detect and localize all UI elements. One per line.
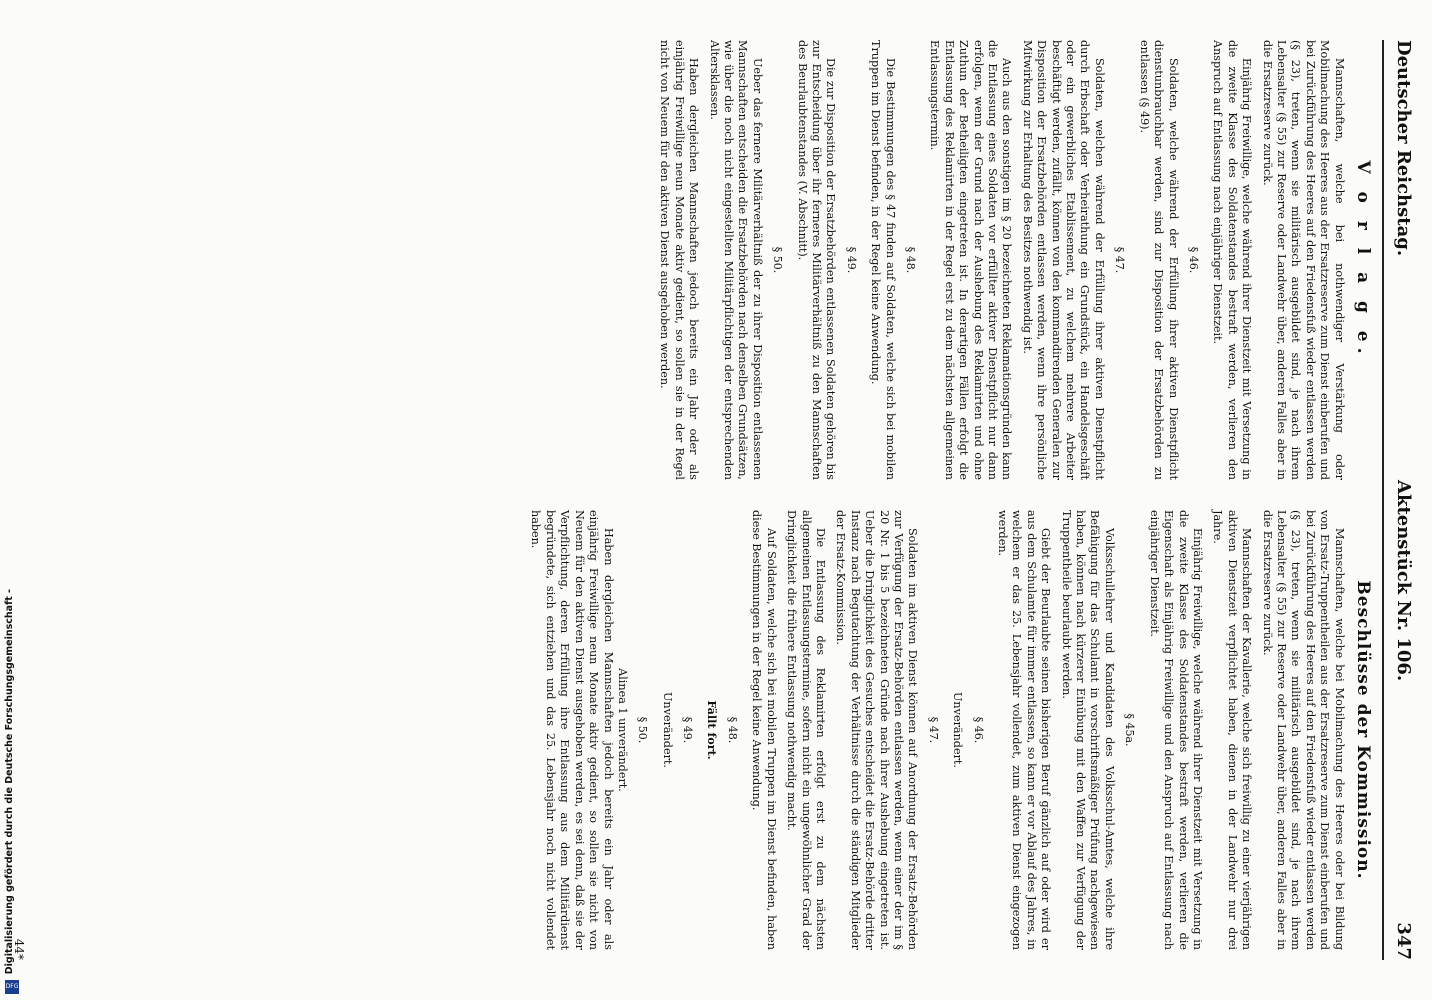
header-document-number: Aktenstück Nr. 106. <box>1393 480 1414 682</box>
paragraph: Auch aus den sonstigen im § 20 bezeichneten Reklamationsgründen kann die Entlassung eines Soldaten vor erfüllter aktiver Dienstpflicht nur dann erfolgen, wenn der Grund nach der Aushebung des Reklamirten und ohne Zuthun der Betheiligten eingetreten ist. In derartigen Fällen erfolgt die Entlassung des Reklamirten in der Regel erst zu dem nächsten allgemeinen Entlassungstermin. <box>928 40 1014 480</box>
section-number: § 46. <box>971 716 985 744</box>
section-number: § 45a. <box>1123 713 1137 747</box>
section-number: § 46. <box>1186 246 1200 274</box>
paragraph: Haben dergleichen Mannschaften jedoch bereits ein Jahr oder als einjährig Freiwillige neun Monate aktiv gedient, so sollen sie nicht von Neuem für den aktiven Dienst ausgehoben werden, es sei denn, daß sie der Verpflichtung, deren Erfüllung ihre Entlassung aus dem Militärdienst begründete, sich entziehen und das 25. Lebensjahr noch nicht vollendet haben. <box>529 510 615 950</box>
section-number: § 48. <box>725 716 739 744</box>
section-note: Unverändert. <box>951 692 965 768</box>
section-number: § 49. <box>681 716 695 744</box>
paragraph: Die zur Disposition der Ersatzbehörden entlassenen Soldaten gehören bis zur Entscheidung über ihr ferneres Militärverhältniß zu den Mannschaften des Beurlaubtenstandes (V. Abschnitt). <box>795 40 838 480</box>
dfg-logo: DFG <box>5 980 19 994</box>
page-header <box>1386 40 1414 960</box>
column-vorlage <box>651 40 1374 480</box>
paragraph: Giebt der Beurlaubte seinen bisherigen Beruf gänzlich auf oder wird er aus dem Schulamte für immer entlassen, so kann er vor Ablauf des Jahres, in welchem er das 25. Lebensjahr vollendet, zum aktiven Dienst eingezogen werden. <box>996 510 1053 950</box>
header-publication: Deutscher Reichstag. <box>1393 40 1414 257</box>
column-title-beschluesse: Beschlüsse der Kommission. <box>1353 580 1373 880</box>
paragraph: Soldaten, welchen während der Erfüllung ihrer aktiven Dienstpflicht durch Erbschaft oder Verheirathung ein Grundstück, ein Handelsgeschäft oder ein gewerbliches Etablissement, zu welchem mehrere Arbeiter beschäftigt werden, zufällt, können von den kommandirenden Generalen zur Disposition der Ersatzbehörden entlassen werden, wenn ihre persönliche Mitwirkung zur Erhaltung des Besitzes nothwendig ist. <box>1020 40 1106 480</box>
paragraph: Volksschullehrer und Kandidaten des Volksschul-Amtes, welche ihre Befähigung für das Schulamt in vorschriftsmäßiger Prüfung nachgewiesen haben, können nach kürzerer Einübung mit den Waffen zur Verfügung der Truppentheile beurlaubt werden. <box>1059 510 1116 950</box>
column-beschluesse <box>522 510 1374 950</box>
paragraph: Haben dergleichen Mannschaften jedoch bereits ein Jahr oder als einjährig Freiwillige neun Monate aktiv gedient, so sollen sie in der Regel nicht von Neuem für den aktiven Dienst ausgehoben werden. <box>658 40 701 480</box>
paragraph: Einjährig Freiwillige, welche während ihrer Dienstzeit mit Versetzung in die zweite Klasse des Soldatenstandes bestraft werden, verlieren die Eigenschaft als Einjährig Freiwillige und den Anspruch auf Entlassung nach einjähriger Dienstzeit. <box>1147 510 1204 950</box>
paragraph: Die Bestimmungen des § 47 finden auf Soldaten, welche sich bei mobilen Truppen im Dienst befinden, in der Regel keine Anwendung. <box>869 40 897 480</box>
section-note: Fällt fort. <box>704 700 719 760</box>
paragraph: Auf Soldaten, welche sich bei mobilen Truppen im Dienst befinden, haben diese Bestimmungen in der Regel keine Anwendung. <box>750 510 778 950</box>
paragraph: Ueber das fernere Militärverhältniß der zu ihrer Disposition entlassenen Mannschaften entscheiden die Ersatzbehörden nach denselben Grundsätzen, wie über die noch nicht eingestellten Militärpflichtigen der entsprechenden Altersklassen. <box>707 40 764 480</box>
section-number: § 47. <box>926 716 940 744</box>
section-note: Alinea 1 unverändert. <box>615 668 629 792</box>
section-number: § 48. <box>904 246 918 274</box>
section-note: Unverändert. <box>660 692 674 768</box>
column-body-vorlage <box>657 40 1346 480</box>
paragraph: Soldaten im aktiven Dienst können auf Anordnung der Ersatz-Behörden zur Verfügung der Ersatz-Behörden entlassen werden, wenn einer der im § 20 Nr. 1 bis 5 bezeichneten Gründe nach ihrer Aushebung eingetreten ist. Ueber die Dringlichkeit des Gesuches entscheidet die Ersatz-Behörde dritter Instanz nach Begutachtung der Verhältnisse durch die ständigen Mitglieder der Ersatz-Kommission. <box>834 510 920 950</box>
header-page-number: 347 <box>1393 922 1414 960</box>
paragraph: Mannschaften, welche bei nothwendiger Verstärkung oder Mobilmachung des Heeres aus der Ersatzreserve zum Dienst einberufen und bei Zurückführung des Heeres auf den Friedensfuß wieder entlassen werden (§ 23), treten, wenn sie militärisch ausgebildet sind, je nach ihrem Lebensalter (§ 55) zur Reserve oder Landwehr über, anderen Falles aber in die Ersatzreserve zurück. <box>1260 40 1346 480</box>
section-number: § 50. <box>771 246 785 274</box>
paragraph: Mannschaften, welche bei Mobilmachung des Heeres oder bei Bildung von Ersatz-Truppentheilen aus der Ersatzreserve zum Dienst einberufen und bei Zurückführung des Heeres auf den Friedensfuß wieder entlassen werden (§ 23), treten, wenn sie militärisch ausgebildet sind, je nach ihrem Lebensalter (§ 55) zur Reserve oder Landwehr über, anderen Falles aber in die Ersatzreserve zurück. <box>1260 510 1346 950</box>
credit-text: Digitalisierung gefördert durch die Deutsche Forschungsgemeinschaft - <box>4 588 15 974</box>
header-rule <box>1382 40 1384 960</box>
section-number: § 47. <box>1113 246 1127 274</box>
paragraph: Mannschaften der Kavallerie, welche sich freiwillig zu einer vierjährigen aktiven Dienstzeit verpflichtet haben, dienen in der Landwehr nur drei Jahre. <box>1211 510 1254 950</box>
signature-mark: 44* <box>12 938 26 960</box>
paragraph: Soldaten, welche während der Erfüllung ihrer aktiven Dienstpflicht dienstunbrauchbar werden, sind zur Disposition der Ersatzbehörden zu entlassen (§ 49). <box>1137 40 1180 480</box>
column-body-beschluesse <box>528 510 1346 950</box>
paragraph: Die Entlassung des Reklamirten erfolgt erst zu dem nächsten allgemeinen Entlassungstermine, sofern nicht ein ungewöhnlicher Grad der Dringlichkeit die frühere Entlassung nothwendig macht. <box>785 510 827 950</box>
digitization-credit <box>4 574 20 994</box>
section-number: § 49. <box>844 246 858 274</box>
column-title-vorlage: V o r l a g e. <box>1353 160 1373 360</box>
paragraph: Einjährig Freiwillige, welche während ihrer Dienstzeit mit Versetzung in die zweite Klasse des Soldatenstandes bestraft werden, verlieren den Anspruch auf Entlassung nach einjähriger Dienstzeit. <box>1211 40 1254 480</box>
section-number: § 50. <box>636 716 650 744</box>
